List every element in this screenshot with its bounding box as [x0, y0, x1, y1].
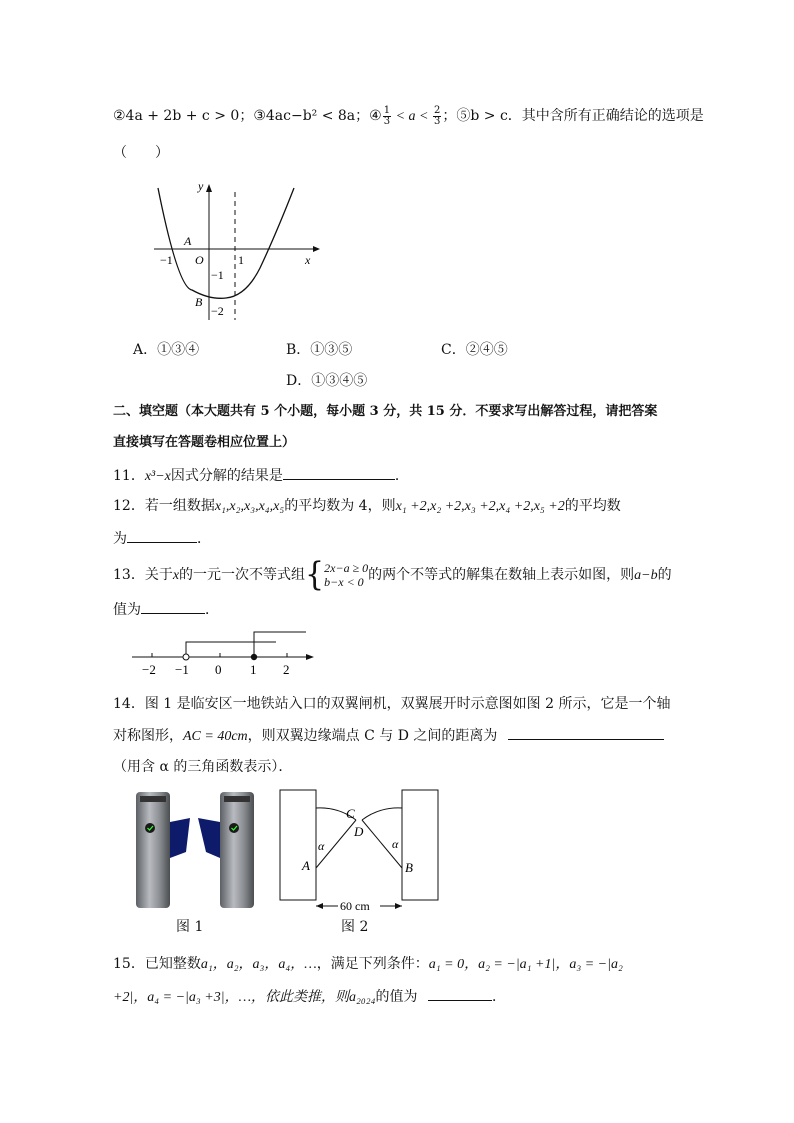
q13-number: 13．	[113, 567, 145, 583]
tick-x-neg1: −1	[160, 253, 173, 267]
q14-line2	[113, 724, 664, 748]
right-gate-body	[220, 792, 254, 908]
label-c: C	[346, 806, 355, 821]
q13-line1	[113, 555, 672, 594]
tick-label-2: 2	[283, 662, 290, 677]
figure1-turnstile-photo	[130, 786, 270, 910]
q13-brace: {	[305, 555, 325, 594]
q11	[113, 464, 409, 488]
option-c[interactable]	[441, 339, 508, 361]
q10-answer-paren: （ ）	[113, 145, 169, 161]
fraction-one-third	[383, 106, 391, 127]
tick-label-1: 1	[250, 662, 257, 677]
solution-set-from-neg1	[186, 642, 276, 657]
q12-number: 12．	[113, 498, 145, 514]
q14-line3: （用含 α 的三角函数表示）．	[113, 759, 293, 775]
tick-x-1: 1	[238, 253, 244, 267]
q14-ac: AC = 40cm	[183, 729, 248, 744]
q11-text: 因式分解的结果是	[170, 468, 283, 484]
option-b[interactable]	[286, 339, 352, 361]
q13-end: ．	[205, 602, 219, 618]
label-a: A	[302, 858, 310, 873]
tick-label-neg2: −2	[142, 662, 156, 677]
x-label: x	[305, 253, 311, 267]
q10-conditions	[113, 105, 704, 128]
q14-line1	[113, 693, 670, 715]
dimension-arrow-right	[395, 903, 402, 909]
q14-text2b: ，则双翼边缘端点 C 与 D 之间的距离为	[247, 728, 498, 744]
right-wing-arc	[362, 808, 402, 820]
label-d: D	[354, 824, 364, 839]
point-b-label: B	[195, 295, 203, 309]
q13-ineq1: 2x−a ≥ 0	[324, 561, 369, 575]
q13-line2	[113, 598, 219, 621]
q13-text3: 的两个不等式的解集在数轴上表示如图，则	[368, 567, 635, 583]
frac-num: 2	[433, 104, 441, 116]
q10-lt-a-lt: < a <	[392, 109, 432, 124]
q10-tail: ；⑤b > c．其中含所有正确结论的选项是	[442, 108, 704, 124]
q15-target: a₂₀₂₄	[349, 990, 376, 1005]
section2-heading-2: 直接填写在答题卷相应位置上）	[113, 435, 296, 450]
left-gate-top	[140, 796, 166, 802]
number-line-arrow	[306, 654, 314, 660]
right-wing	[198, 818, 220, 858]
section2-heading: 二、填空题（本大题共有 5 个小题，每小题 3 分，共 15 分．不要求写出解答过程，请把答案	[113, 404, 658, 419]
closed-point-1	[251, 654, 257, 660]
q13-system	[324, 561, 368, 589]
right-box	[402, 790, 438, 900]
q13-text5: 值为	[113, 602, 141, 618]
tick-label-0: 0	[215, 662, 222, 677]
option-d[interactable]	[286, 370, 367, 392]
q13-var-x: x	[172, 568, 180, 583]
figure2-caption: 图 2	[341, 919, 369, 935]
label-alpha-right: α	[392, 837, 399, 851]
tick-y-neg2: −2	[211, 304, 224, 318]
q15-end: ．	[491, 989, 506, 1005]
frac-num: 1	[383, 104, 391, 116]
option-text: ②④⑤	[465, 342, 508, 358]
q12-answer-blank[interactable]	[127, 527, 197, 543]
q13-expr: a−b	[634, 568, 658, 583]
option-letter: C．	[441, 342, 466, 358]
q10-conditions-text: ②4a + 2b + c > 0；③4ac−b² < 8a；④	[113, 108, 382, 124]
x-axis-arrow	[313, 246, 320, 252]
y-label: y	[198, 179, 204, 193]
q15-number: 15．	[113, 956, 145, 972]
q14-text2a: 对称图形，	[113, 728, 183, 744]
q12-text1: 若一组数据	[144, 498, 215, 514]
q15-text2: ，满足下列条件：	[316, 956, 429, 972]
q13-answer-blank[interactable]	[141, 598, 205, 614]
origin-label: O	[195, 253, 204, 267]
option-letter: A．	[133, 342, 158, 358]
label-alpha-left: α	[318, 839, 325, 853]
open-point-neg1	[183, 654, 189, 660]
number-line	[130, 628, 320, 678]
q12-line2	[113, 527, 211, 550]
q13-text2: 的一元一次不等式组	[179, 567, 306, 583]
q14-answer-blank[interactable]	[508, 724, 664, 740]
q11-expr: x³−x	[144, 469, 171, 484]
option-text: ①③④	[157, 342, 200, 358]
q12-data: x₁,x₂,x₃,x₄,x₅	[214, 499, 285, 514]
figure2-schematic	[278, 788, 444, 916]
left-box	[280, 790, 316, 900]
left-gate-indicator-icon	[145, 823, 155, 833]
q15-line1	[113, 953, 623, 976]
q13-ineq2: b−x < 0	[324, 575, 364, 589]
q14-number: 14．	[113, 696, 145, 712]
label-b: B	[405, 860, 413, 875]
q15-seq: a₁，a₂，a₃，a₄，…	[200, 957, 317, 972]
option-a[interactable]	[133, 339, 199, 361]
q12-text3: 的平均数	[564, 498, 621, 514]
frac-den: 3	[433, 115, 441, 127]
parabola-curve	[158, 188, 294, 298]
parabola-graph	[148, 178, 328, 328]
q12-data2: x₁ +2,x₂ +2,x₃ +2,x₄ +2,x₅ +2	[395, 499, 565, 514]
option-text: ①③⑤	[310, 342, 353, 358]
frac-den: 3	[383, 115, 391, 127]
q13-text1: 关于	[144, 567, 173, 583]
solution-set-from-1	[254, 632, 306, 657]
q15-text3: 的值为	[375, 989, 418, 1005]
fraction-two-thirds	[433, 106, 441, 127]
q15-text1: 已知整数	[144, 956, 201, 972]
left-wing	[170, 818, 190, 858]
q11-number: 11．	[113, 468, 145, 484]
y-axis-arrow	[206, 184, 212, 192]
dimension-arrow-left	[316, 903, 323, 909]
right-gate-top	[224, 796, 250, 802]
point-a-label: A	[184, 234, 192, 248]
q12-line1	[113, 495, 621, 518]
tick-y-neg1: −1	[211, 268, 224, 282]
q15-line2-text: +2|，a₄ = −|a₃ +3|，…，依此类推，则	[113, 990, 350, 1005]
right-gate-indicator-icon	[229, 823, 239, 833]
figure1-caption: 图 1	[176, 919, 204, 935]
q15-answer-blank[interactable]	[428, 985, 492, 1001]
q11-end: ．	[394, 468, 409, 484]
dimension-label: 60 cm	[340, 899, 370, 913]
q14-text1: 图 1 是临安区一地铁站入口的双翼闸机，双翼展开时示意图如图 2 所示，它是一个轴	[144, 696, 671, 712]
option-text: ①③④⑤	[311, 373, 368, 389]
option-letter: D．	[286, 373, 312, 389]
option-letter: B．	[286, 342, 311, 358]
q15-cond: a₁ = 0，a₂ = −|a₁ +1|，a₃ = −|a₂	[428, 957, 623, 972]
q12-text4: 为	[113, 531, 127, 547]
q15-line2	[113, 985, 506, 1009]
left-gate-body	[136, 792, 170, 908]
q11-answer-blank[interactable]	[283, 464, 395, 480]
q13-text4: 的	[657, 567, 672, 583]
q12-end: ．	[197, 531, 211, 547]
tick-label-neg1: −1	[175, 662, 189, 677]
q12-text2: 的平均数为 4，则	[284, 498, 396, 514]
